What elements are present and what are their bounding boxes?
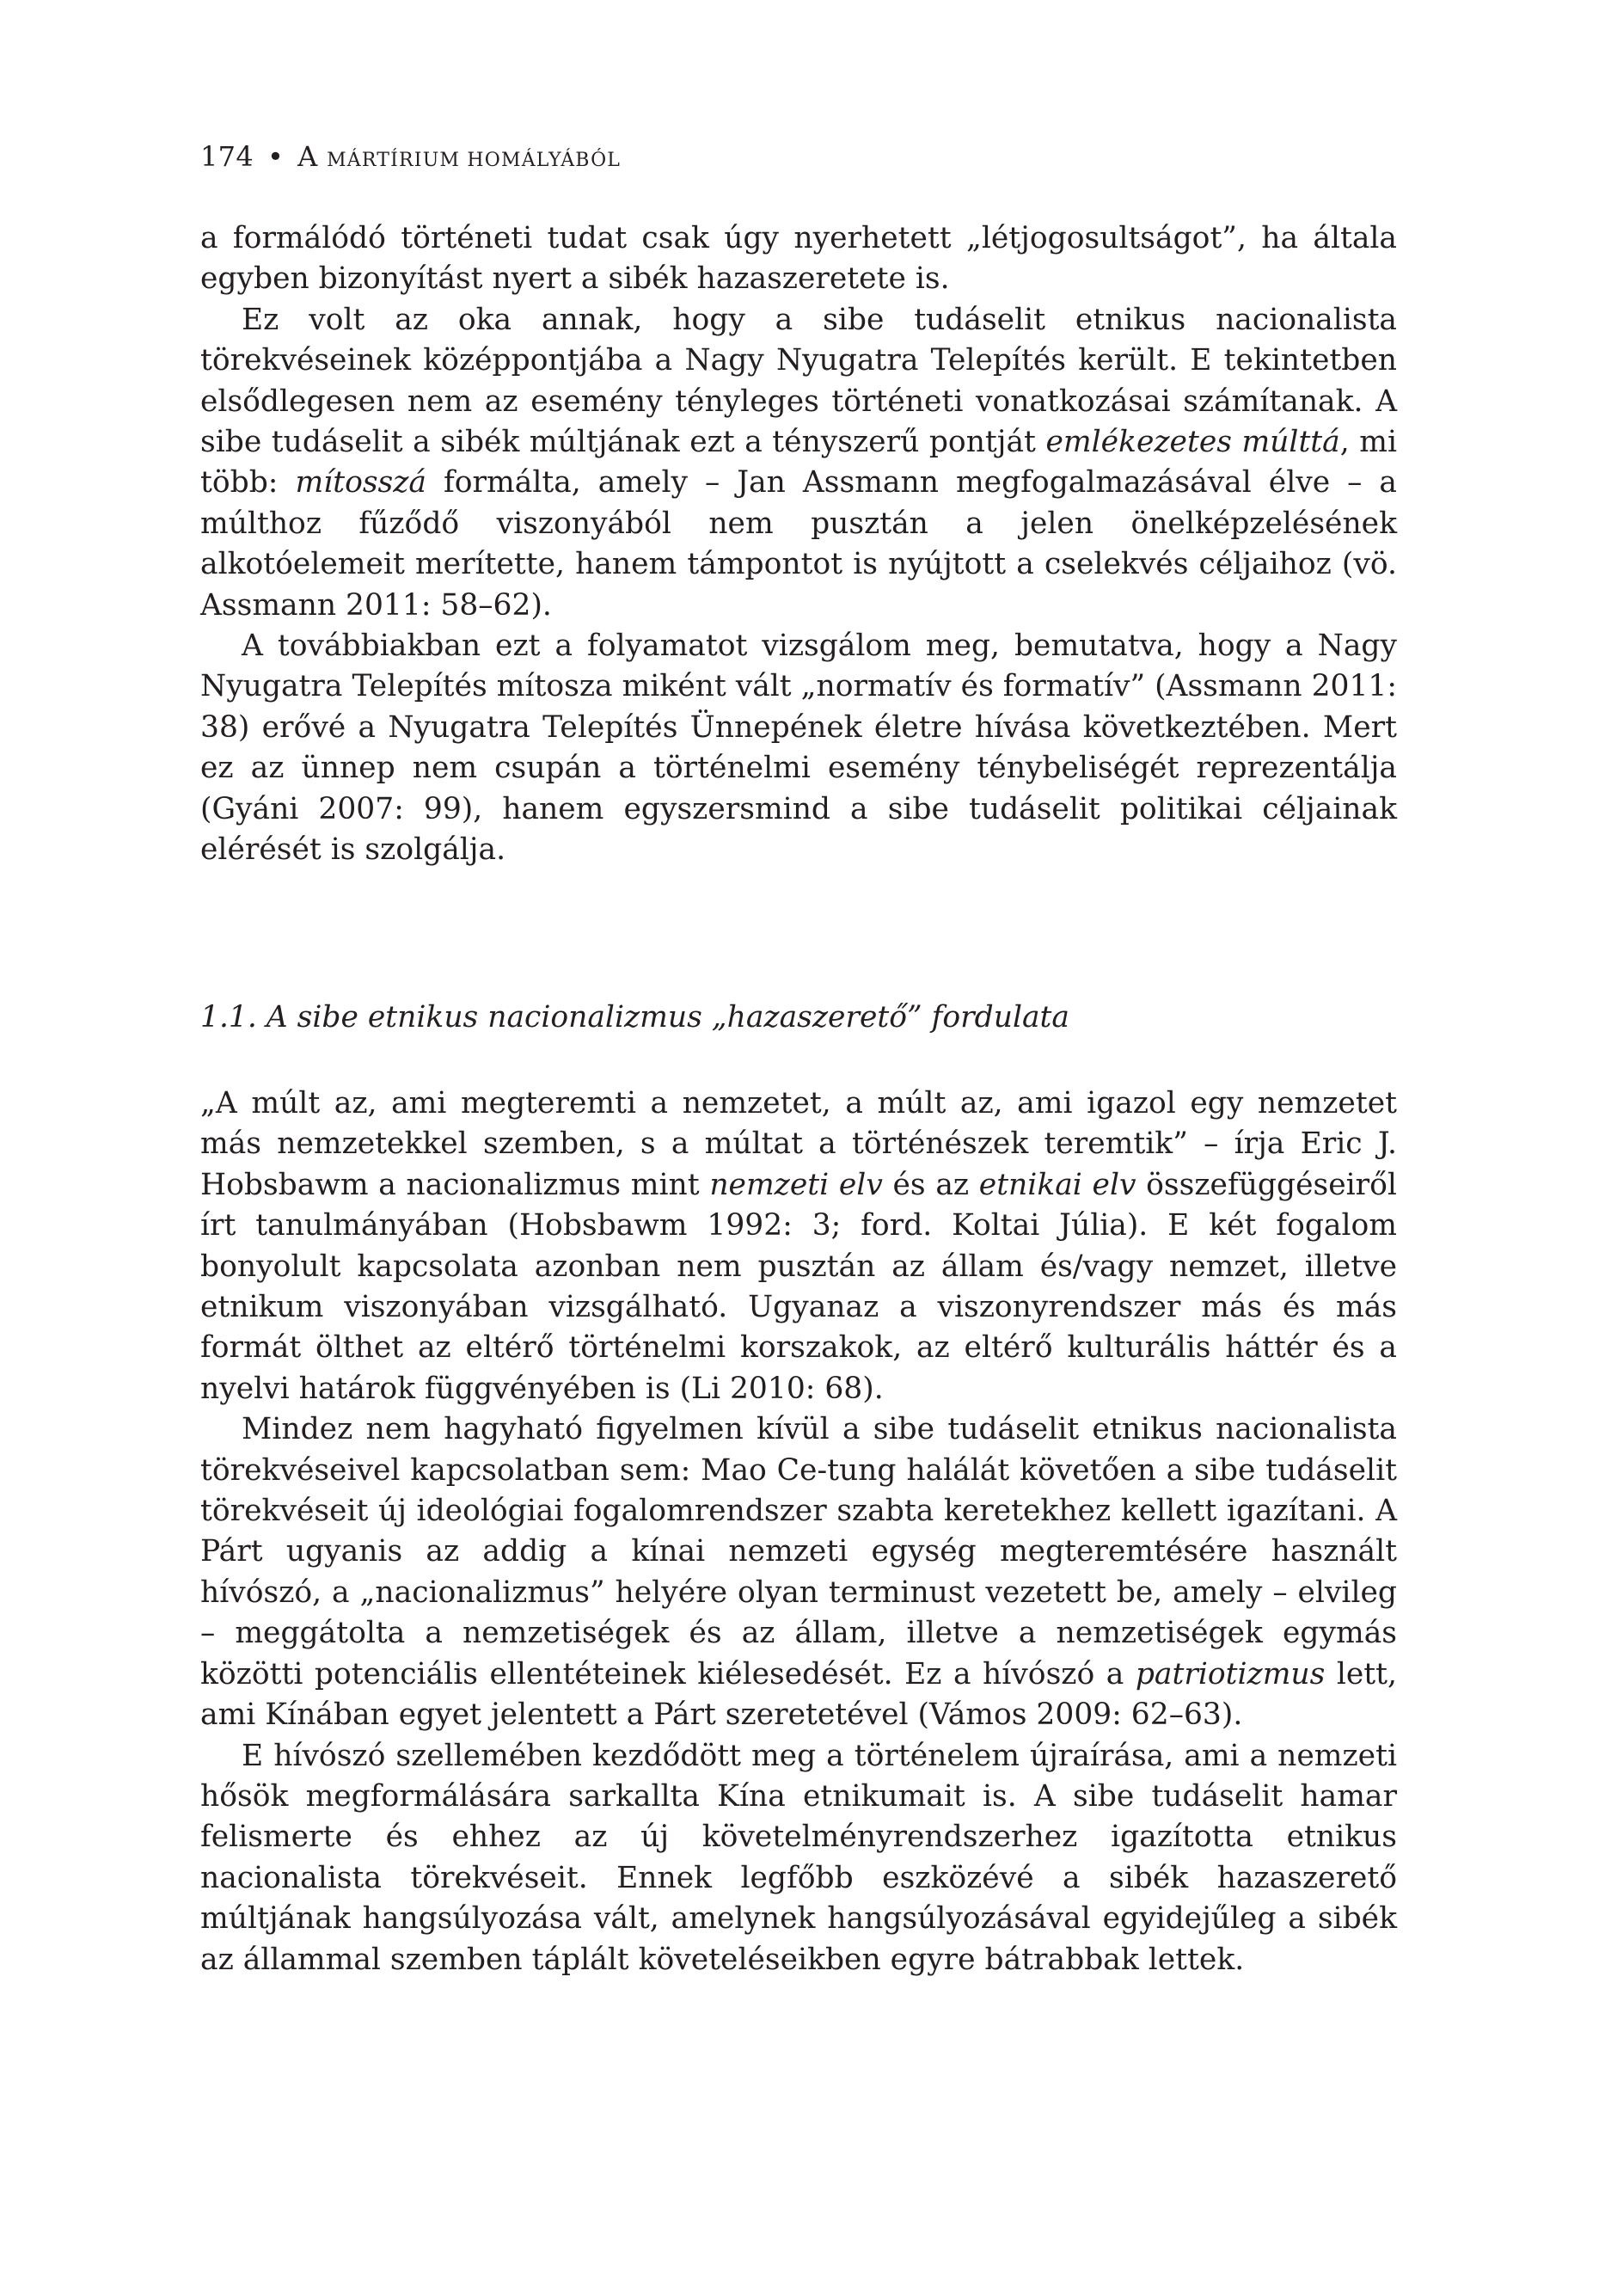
paragraph: A továbbiakban ezt a folyamatot vizsgálom meg, bemutatva, hogy a Nagy Nyugatra Telepítés mítosza miként vált „normatív és formatív” (Assmann 2011: 38) erővé a Nyugatra Telepítés Ünnepének életre hívása következtében. Mert ez az ünnep nem csupán a történelmi esemény ténybeliségét reprezentálja (Gyáni 2007: 99), hanem egyszersmind a sibe tudáselit politikai céljainak elérését is szolgálja. — [200, 629, 1397, 868]
text-run: Ez volt az oka annak, hogy a sibe tudáselit etnikus nacionalista törekvéseinek középpontjába a Nagy Nyugatra Telepítés került. E tekintetben elsődlegesen nem az esemény tényleges történeti vonatkozásai számítanak. A sibe tudáselit a sibék múltjának ezt a tényszerű pontját — [200, 302, 1397, 460]
paragraph: E hívószó szellemében kezdődött meg a történelem újraírása, ami a nemzeti hősök megformálására sarkallta Kína etnikumait is. A sibe tudáselit hamar felismerte és ehhez az új követelményrendszerhez igazította etnikus nacionalista törekvéseit. Ennek legfőbb eszközévé a sibék hazaszerető múltjának hangsúlyozása vált, amelynek hangsúlyozásával egyidejűleg a sibék az állammal szemben táplált követeléseikben egyre bátrabbak lettek. — [200, 1738, 1397, 1977]
emphasis-text: nemzeti elv — [709, 1167, 883, 1202]
paragraph: a formálódó történeti tudat csak úgy nyerhetett „létjogosultságot”, ha általa egyben bizonyítást nyert a sibék hazaszeretete is. — [200, 221, 1397, 297]
text-run: formálta, amely – Jan Assmann megfogalmazásával élve – a múlthoz fűződő viszonyából nem pusztán a jelen önelképzelésének alkotóelemeit merítette, hanem támpontot is nyújtott a cselekvés céljaihoz (vö. Assmann 2011: 58–62). — [200, 465, 1397, 623]
text-run: összefüggéseiről írt tanulmányában (Hobsbawm 1992: 3; ford. Koltai Júlia). E két fogalom bonyolult kapcsolata azonban nem pusztán az állam és/vagy nemzet, illetve etnikum viszonyában vizsgálható. Ugyanaz a viszonyrendszer más és más formát ölthet az eltérő történelmi korszakok, az eltérő kulturális háttér és a nyelvi határok függvényében is (Li 2010: 68). — [200, 1167, 1397, 1406]
header-title-initial: A — [297, 140, 318, 173]
emphasis-text: emlékezetes múlttá — [1045, 425, 1340, 460]
text-run: lett, ami Kínában egyet jelentett a Párt szeretetével (Vámos 2009: 62–63). — [200, 1656, 1397, 1733]
paragraph — [200, 1409, 1397, 1735]
section-heading: 1.1. A sibe etnikus nacionalizmus „hazaszerető” fordulata — [200, 1000, 1069, 1034]
paragraph — [200, 300, 1397, 626]
page-number: 174 — [200, 140, 254, 173]
body-text-block-2 — [200, 1084, 1397, 1980]
paragraph — [200, 1084, 1397, 1409]
running-head — [200, 139, 621, 178]
header-separator: • — [266, 140, 285, 173]
emphasis-text: mítosszá — [295, 465, 426, 500]
emphasis-text: etnikai elv — [978, 1167, 1136, 1202]
text-run: Mindez nem hagyható figyelmen kívül a sibe tudáselit etnikus nacionalista törekvéseivel kapcsolatban sem: Mao Ce-tung halálát követően a sibe tudáselit törekvéseit új ideológiai fogalomrendszer szabta keretekhez kellett igazítani. A Párt ugyanis az addig a kínai nemzeti egység megteremtésére használt hívószó, a „nacionalizmus” helyére olyan terminust vezetett be, amely – elvileg – meggátolta a nemzetiségek és az állam, illetve a nemzetiségek egymás közötti potenciális ellentéteinek kiélesedését. Ez a hívószó a — [200, 1412, 1397, 1691]
text-run: „A múlt az, ami megteremti a nemzetet, a múlt az, ami igazol egy nemzetet más nemzetekkel szemben, s a múltat a történészek teremtik” – írja Eric J. Hobsbawm a nacionalizmus mint — [200, 1086, 1397, 1202]
text-run: és az — [882, 1167, 979, 1202]
emphasis-text: patriotizmus — [1135, 1656, 1326, 1691]
text-run: , mi több: — [200, 425, 1397, 500]
body-text-block-1 — [200, 218, 1397, 871]
header-title: MÁRTÍRIUM HOMÁLYÁBÓL — [327, 150, 622, 171]
